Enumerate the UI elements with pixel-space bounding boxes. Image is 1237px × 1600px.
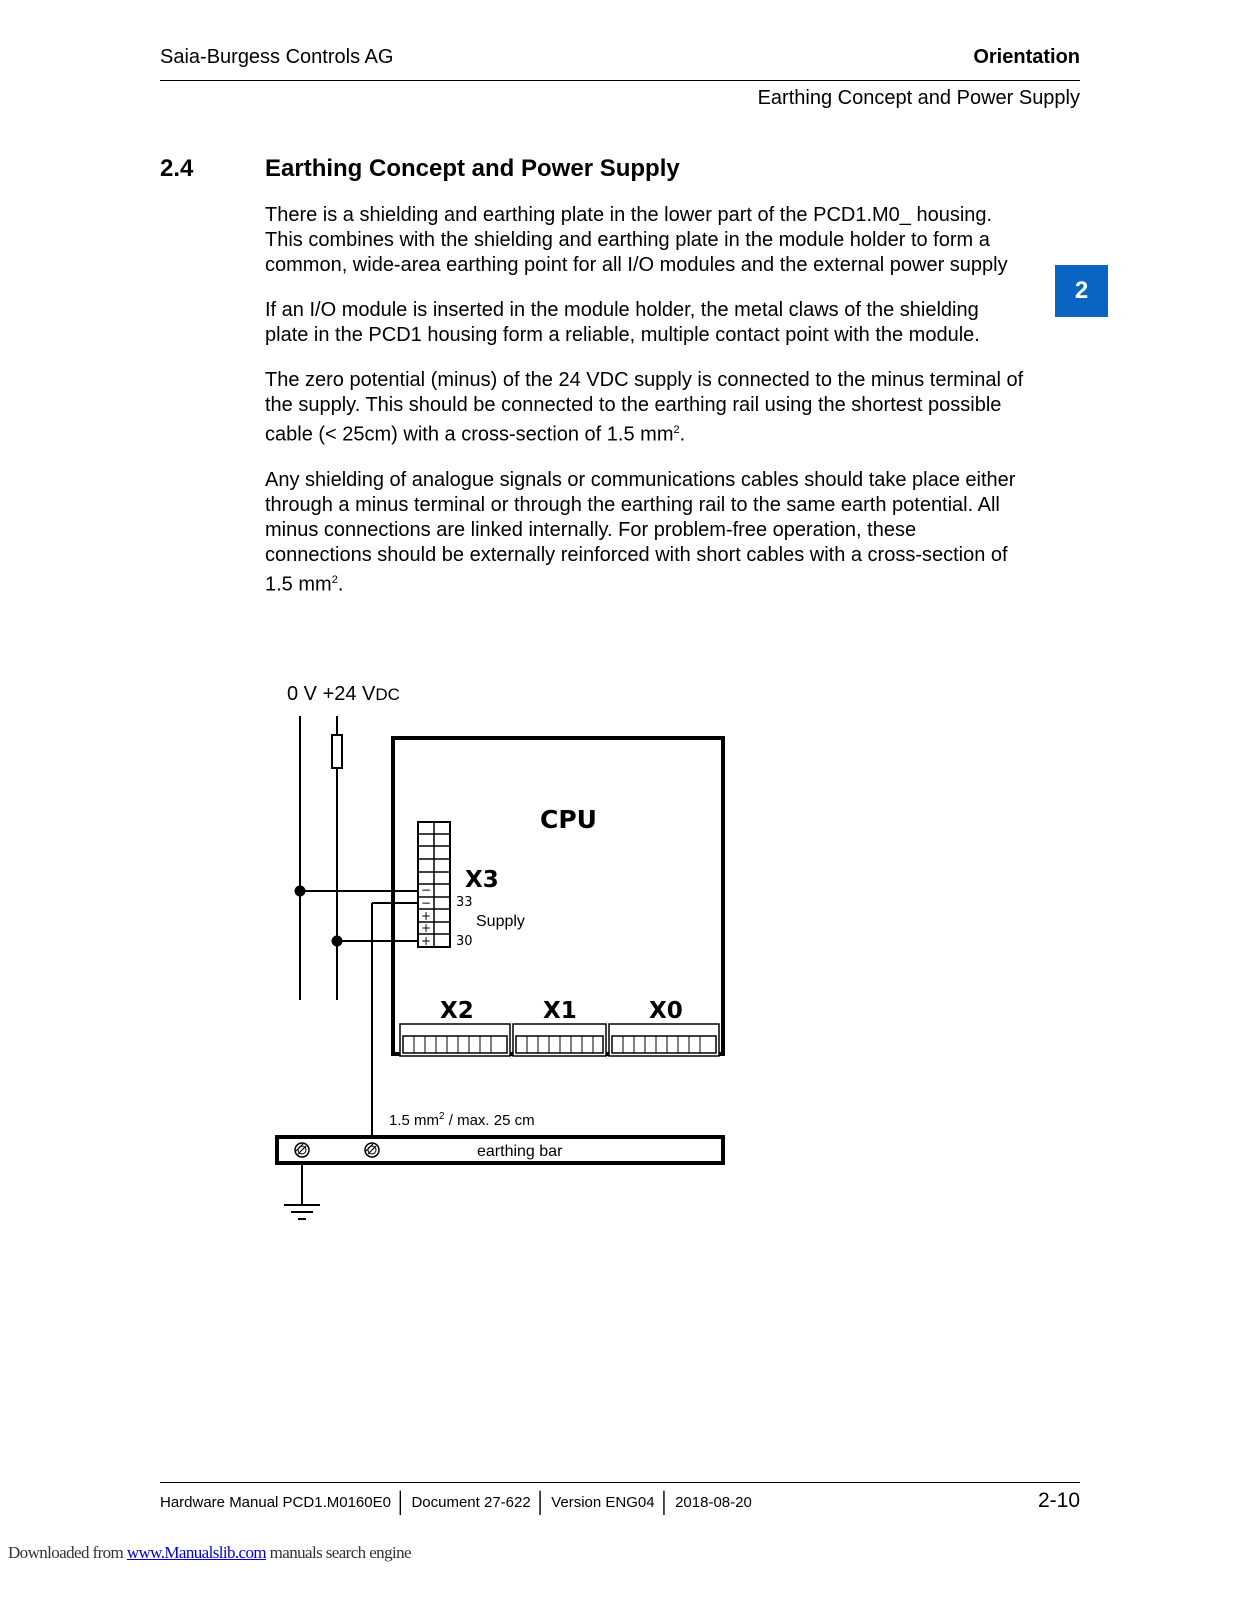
header-company: Saia-Burgess Controls AG	[160, 46, 394, 68]
paragraph-3-end: .	[679, 423, 686, 446]
x3-label: X3	[465, 867, 499, 893]
paragraph-4-end: .	[337, 573, 344, 596]
download-prefix: Downloaded from	[8, 1543, 127, 1562]
footer-separator: │	[534, 1492, 548, 1514]
earthing-bar-label: earthing bar	[477, 1143, 563, 1160]
page-number: 2-10	[1037, 1489, 1080, 1512]
earth-screw-1-icon	[295, 1143, 309, 1157]
footer-separator: │	[394, 1492, 408, 1514]
x1-connector	[513, 1024, 606, 1056]
footer-info	[160, 1492, 752, 1515]
paragraph-1: There is a shielding and earthing plate in the lower part of the PCD1.M0_ housing. This combines with the shielding and earthing plate in the module holder to form a common, wide-area earthing point for all I/O modules and the external power supply	[265, 204, 1008, 276]
terminal-plus-3: +	[421, 934, 432, 948]
pin-30-label: 30	[456, 934, 473, 949]
pin-33-label: 33	[456, 895, 473, 910]
paragraph-4-superscript: 2	[331, 573, 338, 586]
x2-label: X2	[440, 998, 474, 1024]
x0-connector	[609, 1024, 719, 1056]
chapter-tab[interactable]: 2	[1055, 265, 1108, 317]
footer-document: Document 27-622	[411, 1494, 531, 1511]
cable-spec-label: 1.5 $mm^2$ / max. 25 cm	[389, 1111, 535, 1129]
ground-symbol-icon	[284, 1163, 320, 1219]
section-number: 2.4	[160, 155, 194, 182]
supply-terminal-label: Supply	[476, 913, 525, 930]
download-bar	[8, 1543, 411, 1563]
paragraph-3-superscript: 2	[673, 424, 680, 436]
paragraph-3-text: The zero potential (minus) of the 24 VDC supply is connected to the minus terminal of the supply. This should be connected to the earthing rail using the shortest possible cable (< 25cm) with a cross-section of 1.5 mm	[265, 369, 1024, 446]
footer-manual: Hardware Manual PCD1.M0160E0	[160, 1494, 391, 1511]
header-subtitle: Earthing Concept and Power Supply	[757, 87, 1080, 109]
x3-terminal-block	[418, 822, 450, 948]
terminal-minus-1: −	[421, 883, 432, 897]
terminal-minus-2: −	[421, 896, 432, 910]
supply-voltage-label: 0 V +24 VDC	[287, 683, 400, 705]
supply-wiring	[295, 886, 419, 1141]
fuse-symbol	[332, 735, 342, 768]
paragraph-4-text: Any shielding of analogue signals or communications cables should take place either through a minus terminal or through the earthing rail to the same earth potential. All minus connections are linked internally. For problem-free operation, these connections should be externally reinforced with short cables with a cross-section of 1.5 mm	[265, 468, 1016, 596]
earth-screw-2-icon	[365, 1143, 379, 1157]
section-title: Earthing Concept and Power Supply	[265, 155, 680, 182]
footer-separator: │	[658, 1492, 672, 1514]
x1-label: X1	[543, 998, 577, 1024]
terminal-plus-2: +	[421, 921, 432, 935]
terminal-plus-1: +	[421, 909, 432, 923]
download-suffix: manuals search engine	[266, 1543, 411, 1562]
cpu-label: CPU	[540, 805, 597, 834]
manualslib-link[interactable]: www.Manualslib.com	[126, 1543, 267, 1562]
footer-divider	[160, 1482, 1080, 1483]
footer-version: Version ENG04	[551, 1494, 655, 1511]
header-chapter: Orientation	[973, 46, 1080, 68]
footer-date: 2018-08-20	[675, 1494, 752, 1511]
x2-connector	[400, 1024, 510, 1056]
paragraph-2: If an I/O module is inserted in the module holder, the metal claws of the shielding plate in the PCD1 housing form a reliable, multiple contact point with the module.	[265, 299, 980, 346]
x0-label: X0	[649, 998, 683, 1024]
